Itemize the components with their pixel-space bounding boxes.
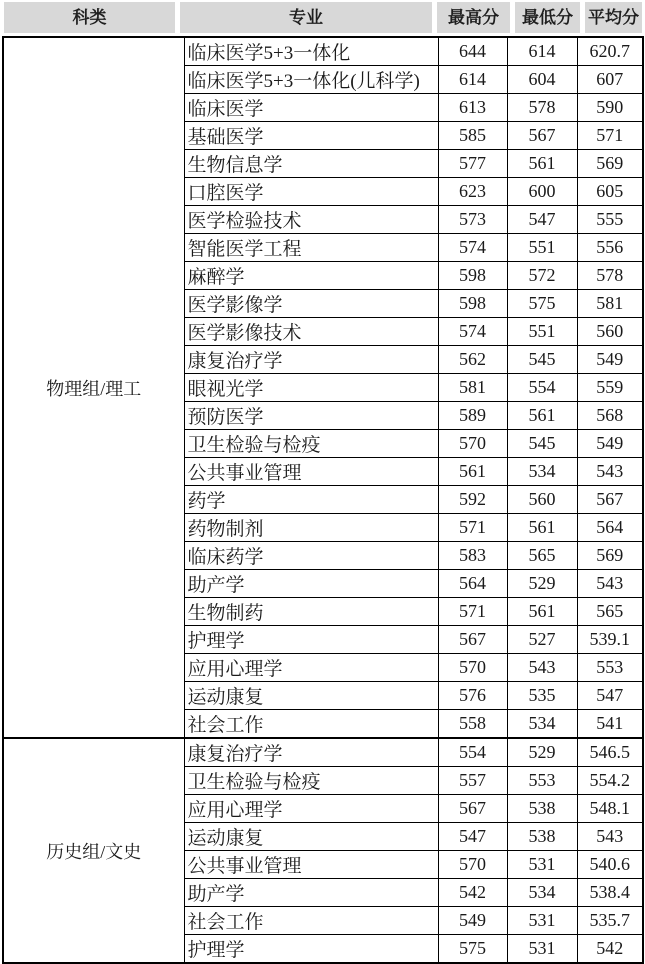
- avg-score-cell: 548.1: [577, 795, 643, 823]
- avg-score-cell: 543: [577, 458, 643, 486]
- major-cell: 临床医学5+3一体化: [184, 37, 438, 66]
- avg-score-cell: 565: [577, 598, 643, 626]
- major-cell: 临床医学: [184, 94, 438, 122]
- major-cell: 助产学: [184, 570, 438, 598]
- min-score-cell: 565: [507, 542, 577, 570]
- avg-score-cell: 560: [577, 318, 643, 346]
- major-cell: 药物制剂: [184, 514, 438, 542]
- major-cell: 药学: [184, 486, 438, 514]
- avg-score-cell: 605: [577, 178, 643, 206]
- avg-score-cell: 567: [577, 486, 643, 514]
- min-score-cell: 547: [507, 206, 577, 234]
- avg-score-cell: 535.7: [577, 907, 643, 935]
- min-score-cell: 553: [507, 767, 577, 795]
- avg-score-cell: 607: [577, 66, 643, 94]
- min-score-cell: 535: [507, 682, 577, 710]
- header-avg-score: 平均分: [585, 2, 642, 33]
- category-cell: 物理组/理工: [3, 37, 184, 738]
- min-score-cell: 561: [507, 150, 577, 178]
- avg-score-cell: 569: [577, 542, 643, 570]
- major-cell: 医学影像技术: [184, 318, 438, 346]
- avg-score-cell: 543: [577, 570, 643, 598]
- avg-score-cell: 578: [577, 262, 643, 290]
- major-cell: 应用心理学: [184, 654, 438, 682]
- min-score-cell: 567: [507, 122, 577, 150]
- max-score-cell: 561: [438, 458, 507, 486]
- max-score-cell: 558: [438, 710, 507, 739]
- max-score-cell: 573: [438, 206, 507, 234]
- min-score-cell: 551: [507, 234, 577, 262]
- max-score-cell: 585: [438, 122, 507, 150]
- max-score-cell: 570: [438, 851, 507, 879]
- max-score-cell: 589: [438, 402, 507, 430]
- avg-score-cell: 568: [577, 402, 643, 430]
- major-cell: 护理学: [184, 626, 438, 654]
- min-score-cell: 527: [507, 626, 577, 654]
- min-score-cell: 545: [507, 430, 577, 458]
- major-cell: 医学影像学: [184, 290, 438, 318]
- max-score-cell: 623: [438, 178, 507, 206]
- max-score-cell: 614: [438, 66, 507, 94]
- header-min-score: 最低分: [515, 2, 580, 33]
- major-cell: 助产学: [184, 879, 438, 907]
- min-score-cell: 561: [507, 598, 577, 626]
- max-score-cell: 549: [438, 907, 507, 935]
- min-score-cell: 560: [507, 486, 577, 514]
- major-cell: 卫生检验与检疫: [184, 767, 438, 795]
- max-score-cell: 644: [438, 37, 507, 66]
- avg-score-cell: 559: [577, 374, 643, 402]
- avg-score-cell: 554.2: [577, 767, 643, 795]
- max-score-cell: 567: [438, 795, 507, 823]
- major-cell: 眼视光学: [184, 374, 438, 402]
- min-score-cell: 551: [507, 318, 577, 346]
- major-cell: 护理学: [184, 935, 438, 964]
- major-cell: 应用心理学: [184, 795, 438, 823]
- max-score-cell: 613: [438, 94, 507, 122]
- min-score-cell: 534: [507, 710, 577, 739]
- major-cell: 基础医学: [184, 122, 438, 150]
- header-max-score: 最高分: [437, 2, 510, 33]
- min-score-cell: 572: [507, 262, 577, 290]
- max-score-cell: 574: [438, 318, 507, 346]
- table-row: [3, 37, 643, 66]
- min-score-cell: 531: [507, 935, 577, 964]
- avg-score-cell: 620.7: [577, 37, 643, 66]
- max-score-cell: 567: [438, 626, 507, 654]
- max-score-cell: 598: [438, 262, 507, 290]
- avg-score-cell: 555: [577, 206, 643, 234]
- avg-score-cell: 549: [577, 430, 643, 458]
- major-cell: 生物信息学: [184, 150, 438, 178]
- avg-score-cell: 556: [577, 234, 643, 262]
- max-score-cell: 547: [438, 823, 507, 851]
- major-cell: 生物制药: [184, 598, 438, 626]
- major-cell: 口腔医学: [184, 178, 438, 206]
- major-cell: 麻醉学: [184, 262, 438, 290]
- max-score-cell: 571: [438, 598, 507, 626]
- avg-score-cell: 541: [577, 710, 643, 739]
- table-row: [3, 738, 643, 767]
- min-score-cell: 600: [507, 178, 577, 206]
- major-cell: 医学检验技术: [184, 206, 438, 234]
- min-score-cell: 538: [507, 795, 577, 823]
- avg-score-cell: 543: [577, 823, 643, 851]
- min-score-cell: 614: [507, 37, 577, 66]
- min-score-cell: 534: [507, 458, 577, 486]
- max-score-cell: 564: [438, 570, 507, 598]
- avg-score-cell: 539.1: [577, 626, 643, 654]
- min-score-cell: 529: [507, 738, 577, 767]
- min-score-cell: 561: [507, 514, 577, 542]
- max-score-cell: 554: [438, 738, 507, 767]
- avg-score-cell: 590: [577, 94, 643, 122]
- max-score-cell: 581: [438, 374, 507, 402]
- major-cell: 康复治疗学: [184, 738, 438, 767]
- major-cell: 社会工作: [184, 710, 438, 739]
- max-score-cell: 598: [438, 290, 507, 318]
- min-score-cell: 531: [507, 907, 577, 935]
- min-score-cell: 529: [507, 570, 577, 598]
- avg-score-cell: 553: [577, 654, 643, 682]
- major-cell: 卫生检验与检疫: [184, 430, 438, 458]
- avg-score-cell: 538.4: [577, 879, 643, 907]
- min-score-cell: 604: [507, 66, 577, 94]
- major-cell: 公共事业管理: [184, 458, 438, 486]
- max-score-cell: 562: [438, 346, 507, 374]
- max-score-cell: 575: [438, 935, 507, 964]
- min-score-cell: 561: [507, 402, 577, 430]
- category-cell: 历史组/文史: [3, 738, 184, 963]
- avg-score-cell: 569: [577, 150, 643, 178]
- max-score-cell: 574: [438, 234, 507, 262]
- major-cell: 智能医学工程: [184, 234, 438, 262]
- min-score-cell: 545: [507, 346, 577, 374]
- header-category: 科类: [4, 2, 175, 33]
- max-score-cell: 583: [438, 542, 507, 570]
- avg-score-cell: 549: [577, 346, 643, 374]
- table-header: [0, 0, 645, 33]
- min-score-cell: 531: [507, 851, 577, 879]
- avg-score-cell: 564: [577, 514, 643, 542]
- max-score-cell: 557: [438, 767, 507, 795]
- min-score-cell: 575: [507, 290, 577, 318]
- avg-score-cell: 547: [577, 682, 643, 710]
- major-cell: 预防医学: [184, 402, 438, 430]
- max-score-cell: 571: [438, 514, 507, 542]
- avg-score-cell: 546.5: [577, 738, 643, 767]
- avg-score-cell: 571: [577, 122, 643, 150]
- major-cell: 社会工作: [184, 907, 438, 935]
- avg-score-cell: 542: [577, 935, 643, 964]
- min-score-cell: 554: [507, 374, 577, 402]
- header-major: 专业: [180, 2, 432, 33]
- avg-score-cell: 540.6: [577, 851, 643, 879]
- min-score-cell: 578: [507, 94, 577, 122]
- min-score-cell: 534: [507, 879, 577, 907]
- max-score-cell: 542: [438, 879, 507, 907]
- min-score-cell: 543: [507, 654, 577, 682]
- major-cell: 运动康复: [184, 823, 438, 851]
- avg-score-cell: 581: [577, 290, 643, 318]
- major-cell: 临床药学: [184, 542, 438, 570]
- max-score-cell: 570: [438, 430, 507, 458]
- major-cell: 康复治疗学: [184, 346, 438, 374]
- major-cell: 运动康复: [184, 682, 438, 710]
- table-body: [3, 37, 643, 963]
- max-score-cell: 570: [438, 654, 507, 682]
- max-score-cell: 592: [438, 486, 507, 514]
- score-table: [2, 36, 644, 964]
- major-cell: 公共事业管理: [184, 851, 438, 879]
- max-score-cell: 577: [438, 150, 507, 178]
- max-score-cell: 576: [438, 682, 507, 710]
- major-cell: 临床医学5+3一体化(儿科学): [184, 66, 438, 94]
- min-score-cell: 538: [507, 823, 577, 851]
